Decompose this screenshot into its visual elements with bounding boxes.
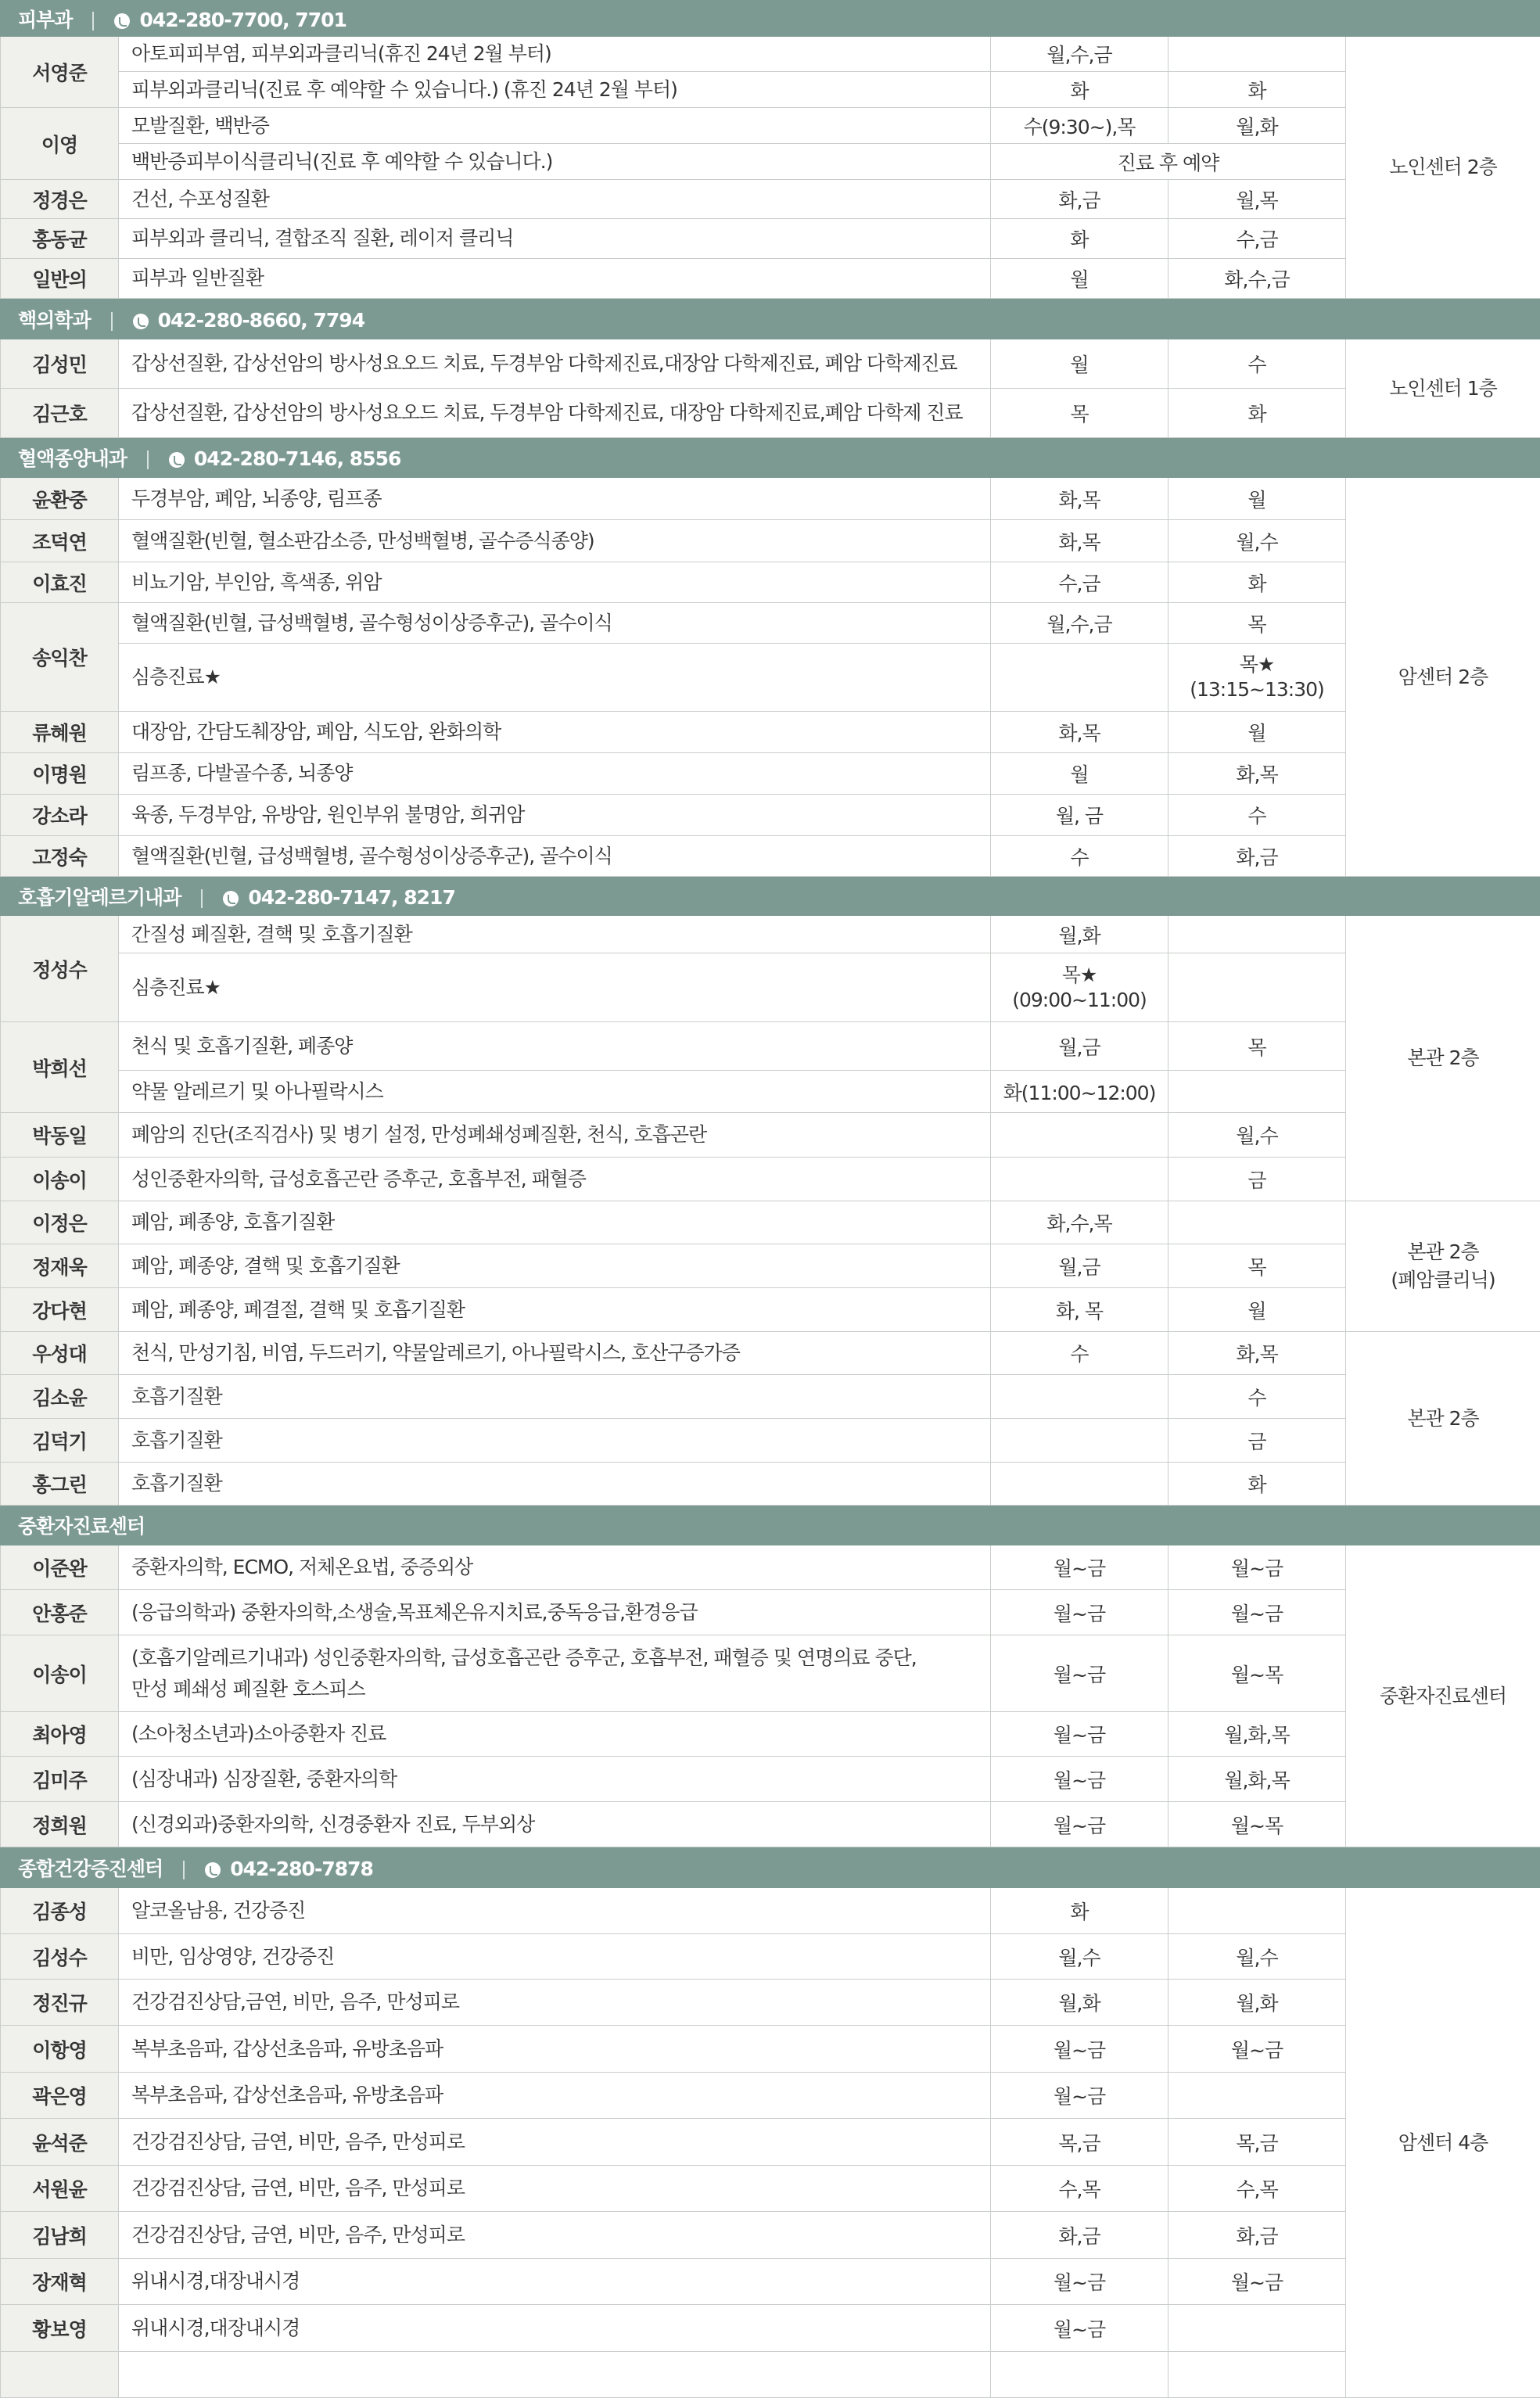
doctor-name: 류혜원: [1, 712, 119, 753]
table-row: [1, 1545, 1540, 1590]
am-days: 화,목: [991, 478, 1168, 520]
specialty: (응급의학과) 중환자의학,소생술,목표체온유지치료,중독응급,환경응급: [119, 1590, 991, 1635]
section-header-respiratory-allergy: [1, 877, 1540, 916]
pm-days: 화: [1168, 389, 1346, 438]
pm-days: 월~금: [1168, 1590, 1346, 1635]
specialty: 아토피피부염, 피부외과클리닉(휴진 24년 2월 부터): [119, 37, 991, 72]
am-days: 월~금: [991, 1802, 1168, 1847]
am-days: 화: [991, 219, 1168, 259]
am-days: 수: [991, 1332, 1168, 1375]
pm-days: 월,목: [1168, 180, 1346, 219]
pm-days: 화,목: [1168, 1332, 1346, 1375]
table-row: [1, 259, 1540, 299]
specialty: (소아청소년과)소아중환자 진료: [119, 1712, 991, 1757]
specialty: 위내시경,대장내시경: [119, 2259, 991, 2305]
doctor-name: 조덕연: [1, 520, 119, 562]
specialty: 위내시경,대장내시경: [119, 2305, 991, 2352]
pm-days: [1168, 1888, 1346, 1934]
divider: [111, 312, 113, 331]
section-title: 피부과: [18, 9, 72, 31]
am-days: 월: [991, 259, 1168, 299]
table-row: [1, 1934, 1540, 1980]
doctor-name: 안홍준: [1, 1590, 119, 1635]
pm-days: 목: [1168, 603, 1346, 644]
specialty: 건선, 수포성질환: [119, 180, 991, 219]
am-days: 화,금: [991, 2212, 1168, 2259]
doctor-name: 김성민: [1, 339, 119, 389]
table-row: [1, 1158, 1540, 1201]
table-row: [1, 2352, 1540, 2398]
pm-days: 월~목: [1168, 1802, 1346, 1847]
phone-icon: [205, 1862, 221, 1878]
location: 본관 2층: [1346, 916, 1540, 1201]
specialty: (심장내과) 심장질환, 중환자의학: [119, 1757, 991, 1802]
table-row: [1, 37, 1540, 72]
table-row: [1, 144, 1540, 180]
table-row: [1, 1888, 1540, 1934]
am-days: 화(11:00~12:00): [991, 1071, 1168, 1113]
section-phone: 042-280-7147, 8217: [248, 886, 454, 909]
am-days: 월~금: [991, 1590, 1168, 1635]
doctor-name: 윤환중: [1, 478, 119, 520]
pm-days: [1168, 953, 1346, 1022]
specialty: 천식, 만성기침, 비염, 두드러기, 약물알레르기, 아나필락시스, 호산구증가증: [119, 1332, 991, 1375]
pm-days: 월,화,목: [1168, 1757, 1346, 1802]
table-row: [1, 1244, 1540, 1288]
pm-days: [1168, 37, 1346, 72]
table-row: [1, 712, 1540, 753]
specialty: 피부외과클리닉(진료 후 예약할 수 있습니다.) (휴진 24년 2월 부터): [119, 72, 991, 108]
pm-days: [1168, 1071, 1346, 1113]
doctor-name: 정경은: [1, 180, 119, 219]
specialty: [119, 1635, 991, 1712]
day-label: 목★: [991, 963, 1168, 988]
am-days: 목,금: [991, 2119, 1168, 2166]
location: 본관 2층: [1346, 1332, 1540, 1506]
pm-days: 월: [1168, 478, 1346, 520]
specialty: 건강검진상담, 금연, 비만, 음주, 만성피로: [119, 2212, 991, 2259]
specialty: 약물 알레르기 및 아나필락시스: [119, 1071, 991, 1113]
location: [1346, 1201, 1540, 1332]
doctor-name: 김소윤: [1, 1375, 119, 1419]
specialty: 대장암, 간담도췌장암, 폐암, 식도암, 완화의학: [119, 712, 991, 753]
table-row: [1, 1419, 1540, 1463]
pm-days: 수: [1168, 1375, 1346, 1419]
am-days: [991, 644, 1168, 712]
section-title: 호흡기알레르기내과: [18, 886, 181, 909]
specialty-line: 만성 폐쇄성 폐질환 호스피스: [131, 1674, 990, 1705]
specialty: 갑상선질환, 갑상선암의 방사성요오드 치료, 두경부암 다학제진료,대장암 다학제진료, 폐암 다학제진료: [119, 339, 991, 389]
doctor-name: 이항영: [1, 2026, 119, 2073]
pm-days: 화,금: [1168, 836, 1346, 877]
doctor-name: 서원윤: [1, 2166, 119, 2212]
table-row: [1, 836, 1540, 877]
table-row: [1, 2166, 1540, 2212]
table-row: [1, 953, 1540, 1022]
am-days: 화,수,목: [991, 1201, 1168, 1244]
am-days: 월,수: [991, 1934, 1168, 1980]
pm-days: [1168, 644, 1346, 712]
table-row: [1, 2212, 1540, 2259]
location: 노인센터 1층: [1346, 339, 1540, 438]
specialty: 혈액질환(빈혈, 급성백혈병, 골수형성이상증후군), 골수이식: [119, 603, 991, 644]
section-title: 혈액종양내과: [18, 447, 127, 470]
pm-days: 화,금: [1168, 2212, 1346, 2259]
table-row: [1, 1463, 1540, 1506]
am-days: 화, 목: [991, 1288, 1168, 1332]
specialty: 건강검진상담, 금연, 비만, 음주, 만성피로: [119, 2166, 991, 2212]
pm-days: 월,화: [1168, 108, 1346, 144]
doctor-name: 정성수: [1, 916, 119, 1022]
pm-days: [1168, 2352, 1346, 2398]
location-sub: (폐암클리닉): [1346, 1266, 1540, 1294]
doctor-name: 정진규: [1, 1980, 119, 2026]
doctor-name: 김덕기: [1, 1419, 119, 1463]
am-days: 월,화: [991, 916, 1168, 953]
location: 중환자진료센터: [1346, 1545, 1540, 1847]
section-header-nuclear-medicine: [1, 299, 1540, 339]
specialty: 비만, 임상영양, 건강증진: [119, 1934, 991, 1980]
specialty: 모발질환, 백반증: [119, 108, 991, 144]
time-range: (09:00~11:00): [991, 988, 1168, 1013]
doctor-name: 이명원: [1, 753, 119, 795]
pm-days: 화,수,금: [1168, 259, 1346, 299]
doctor-name: 이정은: [1, 1201, 119, 1244]
table-row: [1, 1712, 1540, 1757]
doctor-name: 장재혁: [1, 2259, 119, 2305]
doctor-name: 윤석준: [1, 2119, 119, 2166]
doctor-name: 김종성: [1, 1888, 119, 1934]
pm-days: 목,금: [1168, 2119, 1346, 2166]
table-row: [1, 2305, 1540, 2352]
specialty: 폐암, 폐종양, 폐결절, 결핵 및 호흡기질환: [119, 1288, 991, 1332]
location: 노인센터 2층: [1346, 37, 1540, 299]
location: 암센터 2층: [1346, 478, 1540, 877]
section-header-dermatology: [1, 1, 1540, 37]
pm-days: 수,목: [1168, 2166, 1346, 2212]
pm-days: 금: [1168, 1419, 1346, 1463]
specialty: 간질성 폐질환, 결핵 및 호흡기질환: [119, 916, 991, 953]
am-days: 화: [991, 72, 1168, 108]
specialty: 피부외과 클리닉, 결합조직 질환, 레이저 클리닉: [119, 219, 991, 259]
specialty: 호흡기질환: [119, 1375, 991, 1419]
doctor-name: 고정숙: [1, 836, 119, 877]
am-days: 월,수,금: [991, 603, 1168, 644]
am-days: [991, 1375, 1168, 1419]
section-title: 중환자진료센터: [18, 1515, 145, 1538]
specialty: 백반증피부이식클리닉(진료 후 예약할 수 있습니다.): [119, 144, 991, 180]
am-days: 화,목: [991, 520, 1168, 562]
table-row: [1, 1635, 1540, 1712]
am-days: 월, 금: [991, 795, 1168, 836]
am-days: 화,목: [991, 712, 1168, 753]
doctor-name: 이준완: [1, 1545, 119, 1590]
table-row: [1, 2073, 1540, 2119]
section-phone: 042-280-7146, 8556: [194, 447, 400, 470]
specialty: 폐암의 진단(조직검사) 및 병기 설정, 만성폐쇄성폐질환, 천식, 호흡곤란: [119, 1113, 991, 1158]
specialty: 건강검진상담,금연, 비만, 음주, 만성피로: [119, 1980, 991, 2026]
specialty: 육종, 두경부암, 유방암, 원인부위 불명암, 희귀암: [119, 795, 991, 836]
pm-days: 수: [1168, 339, 1346, 389]
pm-days: 월~금: [1168, 1545, 1346, 1590]
divider: [183, 1861, 185, 1879]
section-header-hematology-oncology: [1, 438, 1540, 478]
section-phone: 042-280-7878: [230, 1858, 373, 1880]
pm-days: 월,화,목: [1168, 1712, 1346, 1757]
am-days: 월,금: [991, 1244, 1168, 1288]
doctor-name: 황보영: [1, 2305, 119, 2352]
table-row: [1, 603, 1540, 644]
day-label: 목★: [1168, 652, 1345, 677]
doctor-name: 송익찬: [1, 603, 119, 712]
doctor-name: 홍동균: [1, 219, 119, 259]
pm-days: 월,수: [1168, 520, 1346, 562]
am-days: 월~금: [991, 1635, 1168, 1712]
am-days: 수,금: [991, 562, 1168, 603]
am-days: 월~금: [991, 2073, 1168, 2119]
am-days: 화,금: [991, 180, 1168, 219]
table-row: [1, 644, 1540, 712]
pm-days: 목: [1168, 1244, 1346, 1288]
am-days: 월~금: [991, 2026, 1168, 2073]
table-row: [1, 1201, 1540, 1244]
table-row: [1, 1022, 1540, 1071]
pm-days: 화: [1168, 72, 1346, 108]
table-row: [1, 1590, 1540, 1635]
table-row: [1, 389, 1540, 438]
doctor-name: 박동일: [1, 1113, 119, 1158]
am-days: 월~금: [991, 2305, 1168, 2352]
phone-icon: [133, 314, 149, 329]
pm-days: 목: [1168, 1022, 1346, 1071]
location-name: 본관 2층: [1346, 1238, 1540, 1266]
table-row: [1, 72, 1540, 108]
table-row: [1, 339, 1540, 389]
doctor-name: 김성수: [1, 1934, 119, 1980]
table-row: [1, 1980, 1540, 2026]
section-header-icu: [1, 1506, 1540, 1545]
am-days: 월~금: [991, 1712, 1168, 1757]
am-days: 월,수,금: [991, 37, 1168, 72]
table-row: [1, 219, 1540, 259]
pm-days: 월,수: [1168, 1113, 1346, 1158]
specialty: 천식 및 호흡기질환, 폐종양: [119, 1022, 991, 1071]
pm-days: 월,수: [1168, 1934, 1346, 1980]
am-days: [991, 1463, 1168, 1506]
doctor-name: 이송이: [1, 1635, 119, 1712]
pm-days: [1168, 916, 1346, 953]
table-row: [1, 2026, 1540, 2073]
doctor-name: 정희원: [1, 1802, 119, 1847]
phone-icon: [169, 452, 185, 468]
doctor-name: 김남희: [1, 2212, 119, 2259]
time-range: (13:15~13:30): [1168, 677, 1345, 702]
schedule-note: 진료 후 예약: [991, 144, 1346, 180]
am-days: 수(9:30~),목: [991, 108, 1168, 144]
section-phone: 042-280-7700, 7701: [139, 9, 346, 31]
am-days: [991, 2352, 1168, 2398]
pm-days: 화: [1168, 1463, 1346, 1506]
pm-days: 월,화: [1168, 1980, 1346, 2026]
specialty: 중환자의학, ECMO, 저체온요법, 중증외상: [119, 1545, 991, 1590]
pm-days: 수,금: [1168, 219, 1346, 259]
section-header-health-promotion: [1, 1847, 1540, 1888]
specialty: 심층진료★: [119, 953, 991, 1022]
specialty: 림프종, 다발골수종, 뇌종양: [119, 753, 991, 795]
table-row: [1, 2119, 1540, 2166]
table-row: [1, 1332, 1540, 1375]
pm-days: 월~목: [1168, 1635, 1346, 1712]
specialty: 폐암, 폐종양, 호흡기질환: [119, 1201, 991, 1244]
am-days: 월~금: [991, 2259, 1168, 2305]
am-days: 목: [991, 389, 1168, 438]
doctor-name: [1, 2352, 119, 2398]
table-row: [1, 108, 1540, 144]
pm-days: 월~금: [1168, 2026, 1346, 2073]
doctor-name: 서영준: [1, 37, 119, 108]
specialty: 건강검진상담, 금연, 비만, 음주, 만성피로: [119, 2119, 991, 2166]
pm-days: 월: [1168, 712, 1346, 753]
specialty: 알코올남용, 건강증진: [119, 1888, 991, 1934]
divider: [92, 12, 94, 31]
specialty: 갑상선질환, 갑상선암의 방사성요오드 치료, 두경부암 다학제진료, 대장암 다학제진료,폐암 다학제 진료: [119, 389, 991, 438]
pm-days: 월: [1168, 1288, 1346, 1332]
pm-days: 금: [1168, 1158, 1346, 1201]
pm-days: [1168, 2073, 1346, 2119]
am-days: [991, 1158, 1168, 1201]
table-row: [1, 1802, 1540, 1847]
doctor-name: 일반의: [1, 259, 119, 299]
specialty: 복부초음파, 갑상선초음파, 유방초음파: [119, 2026, 991, 2073]
specialty-line: (호흡기알레르기내과) 성인중환자의학, 급성호흡곤란 증후군, 호흡부전, 패혈증 및 연명의료 중단,: [131, 1642, 990, 1674]
table-row: [1, 2259, 1540, 2305]
table-row: [1, 1757, 1540, 1802]
table-row: [1, 478, 1540, 520]
specialty: (신경외과)중환자의학, 신경중환자 진료, 두부외상: [119, 1802, 991, 1847]
am-days: 월: [991, 753, 1168, 795]
am-days: 월: [991, 339, 1168, 389]
table-row: [1, 180, 1540, 219]
table-row: [1, 1375, 1540, 1419]
specialty: 심층진료★: [119, 644, 991, 712]
location: 암센터 4층: [1346, 1888, 1540, 2398]
specialty: 성인중환자의학, 급성호흡곤란 증후군, 호흡부전, 패혈증: [119, 1158, 991, 1201]
table-row: [1, 753, 1540, 795]
table-row: [1, 562, 1540, 603]
doctor-name: 이송이: [1, 1158, 119, 1201]
specialty: 피부과 일반질환: [119, 259, 991, 299]
phone-icon: [223, 891, 239, 906]
am-days: [991, 953, 1168, 1022]
doctor-name: 강소라: [1, 795, 119, 836]
section-title: 종합건강증진센터: [18, 1858, 163, 1880]
table-row: [1, 1288, 1540, 1332]
pm-days: 수: [1168, 795, 1346, 836]
am-days: 수: [991, 836, 1168, 877]
doctor-name: 박희선: [1, 1022, 119, 1113]
specialty: 혈액질환(빈혈, 급성백혈병, 골수형성이상증후군), 골수이식: [119, 836, 991, 877]
specialty: 호흡기질환: [119, 1419, 991, 1463]
am-days: [991, 1419, 1168, 1463]
divider: [147, 451, 149, 469]
am-days: 화: [991, 1888, 1168, 1934]
pm-days: [1168, 2305, 1346, 2352]
doctor-name: 이영: [1, 108, 119, 180]
doctor-name: 이효진: [1, 562, 119, 603]
pm-days: 화: [1168, 562, 1346, 603]
doctor-name: 강다현: [1, 1288, 119, 1332]
table-row: [1, 1071, 1540, 1113]
doctor-name: 홍그린: [1, 1463, 119, 1506]
divider: [201, 889, 203, 908]
specialty: 호흡기질환: [119, 1463, 991, 1506]
table-row: [1, 795, 1540, 836]
am-days: [991, 1113, 1168, 1158]
table-row: [1, 520, 1540, 562]
am-days: 월~금: [991, 1757, 1168, 1802]
doctor-name: 김근호: [1, 389, 119, 438]
doctor-name: 우성대: [1, 1332, 119, 1375]
doctor-name: 최아영: [1, 1712, 119, 1757]
specialty: 비뇨기암, 부인암, 흑색종, 위암: [119, 562, 991, 603]
pm-days: 월~금: [1168, 2259, 1346, 2305]
am-days: 월~금: [991, 1545, 1168, 1590]
am-days: 수,목: [991, 2166, 1168, 2212]
doctor-name: 곽은영: [1, 2073, 119, 2119]
specialty: 두경부암, 폐암, 뇌종양, 림프종: [119, 478, 991, 520]
table-row: [1, 916, 1540, 953]
specialty: 폐암, 폐종양, 결핵 및 호흡기질환: [119, 1244, 991, 1288]
doctor-name: 정재욱: [1, 1244, 119, 1288]
specialty: 혈액질환(빈혈, 혈소판감소증, 만성백혈병, 골수증식종양): [119, 520, 991, 562]
specialty: [119, 2352, 991, 2398]
pm-days: 화,목: [1168, 753, 1346, 795]
table-row: [1, 1113, 1540, 1158]
section-title: 핵의학과: [18, 309, 91, 332]
phone-icon: [114, 13, 130, 29]
specialty: 복부초음파, 갑상선초음파, 유방초음파: [119, 2073, 991, 2119]
pm-days: [1168, 1201, 1346, 1244]
am-days: 월,금: [991, 1022, 1168, 1071]
doctor-name: 김미주: [1, 1757, 119, 1802]
section-phone: 042-280-8660, 7794: [158, 309, 364, 332]
am-days: 월,화: [991, 1980, 1168, 2026]
